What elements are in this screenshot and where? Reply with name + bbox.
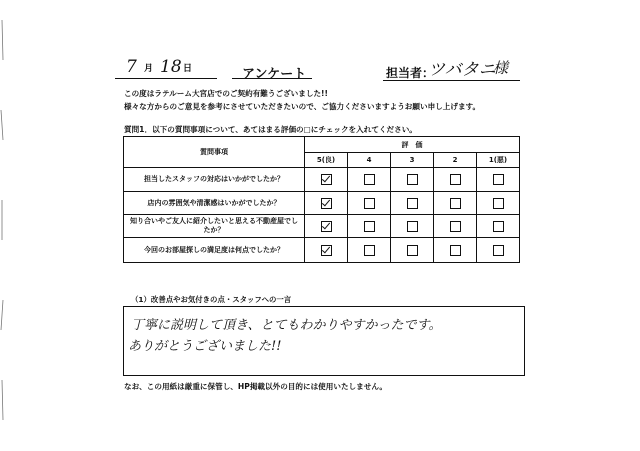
checkbox[interactable] [493,221,504,232]
question-text: 今回のお部屋探しの満足度は何点でしたか？ [124,238,305,263]
checkbox[interactable] [493,245,504,256]
question-text: 知り合いやご友人に紹介したいと思える不動産屋でしたか？ [124,215,305,238]
comment-line-2: ありがとうございました!! [128,339,282,354]
question-text: 店内の雰囲気や清潔感はいかがでしたか？ [124,192,305,215]
staff-label: 担当者： [386,66,435,80]
checkbox[interactable] [364,174,375,185]
comment-line-1: 丁寧に説明して頂き、とてもわかりやすかったです。 [131,318,442,333]
intro-line-1: この度はラテルーム大宮店でのご契約有難うございました!! [124,89,328,98]
question1-label: 質問1．以下の質問事項について、あてはまる評価の□にチェックを入れてください。 [124,125,417,134]
scale-4: 4 [348,153,391,168]
month-value: 7 [126,57,137,77]
checkbox-checked[interactable] [321,221,332,232]
checkbox[interactable] [407,174,418,185]
table-row [124,192,520,215]
item-header: 質問事項 [124,137,305,168]
checkbox[interactable] [493,198,504,209]
staff-honorific: 様 [493,59,509,77]
checkbox[interactable] [407,221,418,232]
checkbox-checked[interactable] [321,245,332,256]
checkbox[interactable] [450,221,461,232]
page-title: アンケート [242,67,307,82]
staff-name: ツバタニ [428,60,496,80]
checkbox[interactable] [364,221,375,232]
checkbox[interactable] [364,245,375,256]
scan-edge-marks [0,0,6,451]
question-text: 担当したスタッフの対応はいかがでしたか？ [124,168,305,192]
scale-2: 2 [434,153,477,168]
checkbox-checked[interactable] [321,174,332,185]
staff-underline [383,80,520,81]
table-row [124,215,520,238]
scale-5: 5(良) [305,153,348,168]
checkbox-checked[interactable] [321,198,332,209]
checkbox[interactable] [450,198,461,209]
intro-line-2: 様々な方からのご意見を参考にさせていただきたいので、ご協力くださいますようお願い申し上げます。 [124,102,481,111]
checkbox[interactable] [407,198,418,209]
checkbox[interactable] [450,245,461,256]
comments-label: （1）改善点やお気付きの点・スタッフへの一言 [131,295,292,304]
checkbox[interactable] [493,174,504,185]
rating-header: 評 価 [305,137,520,153]
day-label: 日 [183,64,193,74]
table-row [124,168,520,192]
day-value: 18 [160,57,182,77]
month-label: 月 [144,64,154,74]
scale-3: 3 [391,153,434,168]
checkbox[interactable] [364,198,375,209]
checkbox[interactable] [407,245,418,256]
date-underline [115,78,217,79]
checkbox[interactable] [450,174,461,185]
scale-1: 1(悪) [477,153,520,168]
footer-note: なお、この用紙は厳重に保管し、HP掲載以外の目的には使用いたしません。 [124,382,387,391]
title-underline [232,78,312,79]
rating-table [123,136,520,263]
table-row [124,238,520,263]
